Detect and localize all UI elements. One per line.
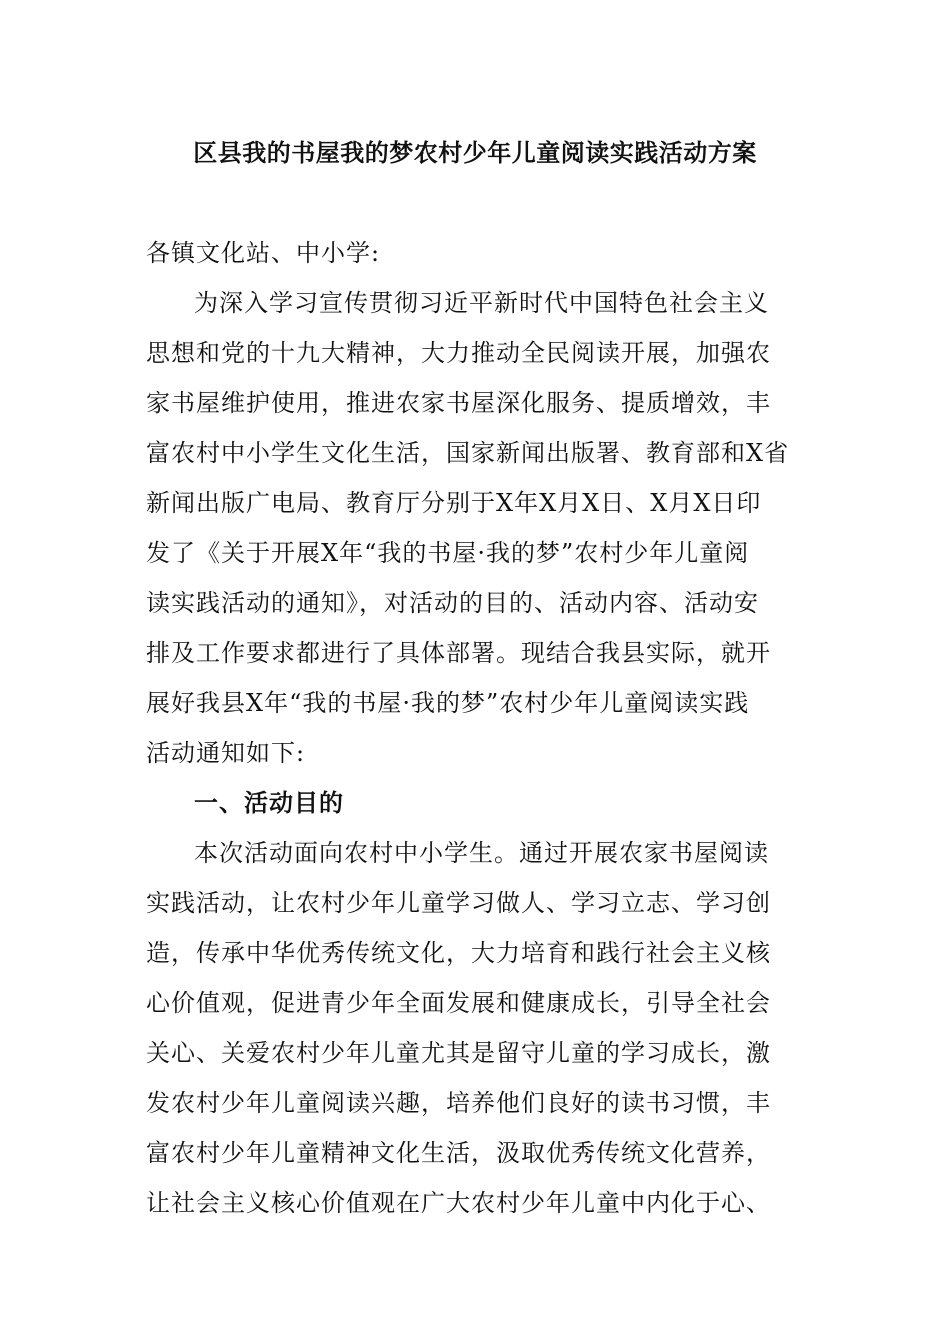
intro-paragraph-line: 家书屋维护使用，推进农家书屋深化服务、提质增效，丰 [146,389,771,417]
document-body [146,228,806,1228]
salutation: 各镇文化站、中小学: [146,239,381,267]
intro-paragraph-line: 思想和党的十九大精神，大力推动全民阅读开展，加强农 [146,339,771,367]
intro-paragraph-line: 排及工作要求都进行了具体部署。现结合我县实际，就开 [146,639,771,667]
section-paragraph-line: 发农村少年儿童阅读兴趣，培养他们良好的读书习惯，丰 [146,1089,771,1117]
document-title: 区县我的书屋我的梦农村少年儿童阅读实践活动方案 [193,139,757,167]
intro-paragraph-line: 发了《关于开展X年“我的书屋·我的梦”农村少年儿童阅 [146,539,750,567]
section-paragraph-line: 心价值观，促进青少年全面发展和健康成长，引导全社会 [146,989,771,1017]
section-heading: 一、活动目的 [194,789,344,817]
intro-paragraph-line: 活动通知如下: [146,739,306,767]
section-paragraph-line: 实践活动，让农村少年儿童学习做人、学习立志、学习创 [146,889,771,917]
section-paragraph-line: 让社会主义核心价值观在广大农村少年儿童中内化于心、 [146,1189,771,1217]
intro-paragraph-line: 展好我县X年“我的书屋·我的梦”农村少年儿童阅读实践 [146,689,750,717]
section-paragraph-line: 富农村少年儿童精神文化生活，汲取优秀传统文化营养， [146,1139,771,1167]
section-paragraph-line: 本次活动面向农村中小学生。通过开展农家书屋阅读 [194,839,769,867]
section-paragraph-line: 造，传承中华优秀传统文化，大力培育和践行社会主义核 [146,939,771,967]
intro-paragraph-line: 为深入学习宣传贯彻习近平新时代中国特色社会主义 [194,289,769,317]
intro-paragraph-line: 读实践活动的通知》，对活动的目的、活动内容、活动安 [146,589,759,617]
intro-paragraph-line: 富农村中小学生文化生活，国家新闻出版署、教育部和X省 [146,439,790,467]
section-paragraph-line: 关心、关爱农村少年儿童尤其是留守儿童的学习成长，激 [146,1039,771,1067]
intro-paragraph-line: 新闻出版广电局、教育厅分别于X年X月X日、X月X日印 [146,489,762,517]
